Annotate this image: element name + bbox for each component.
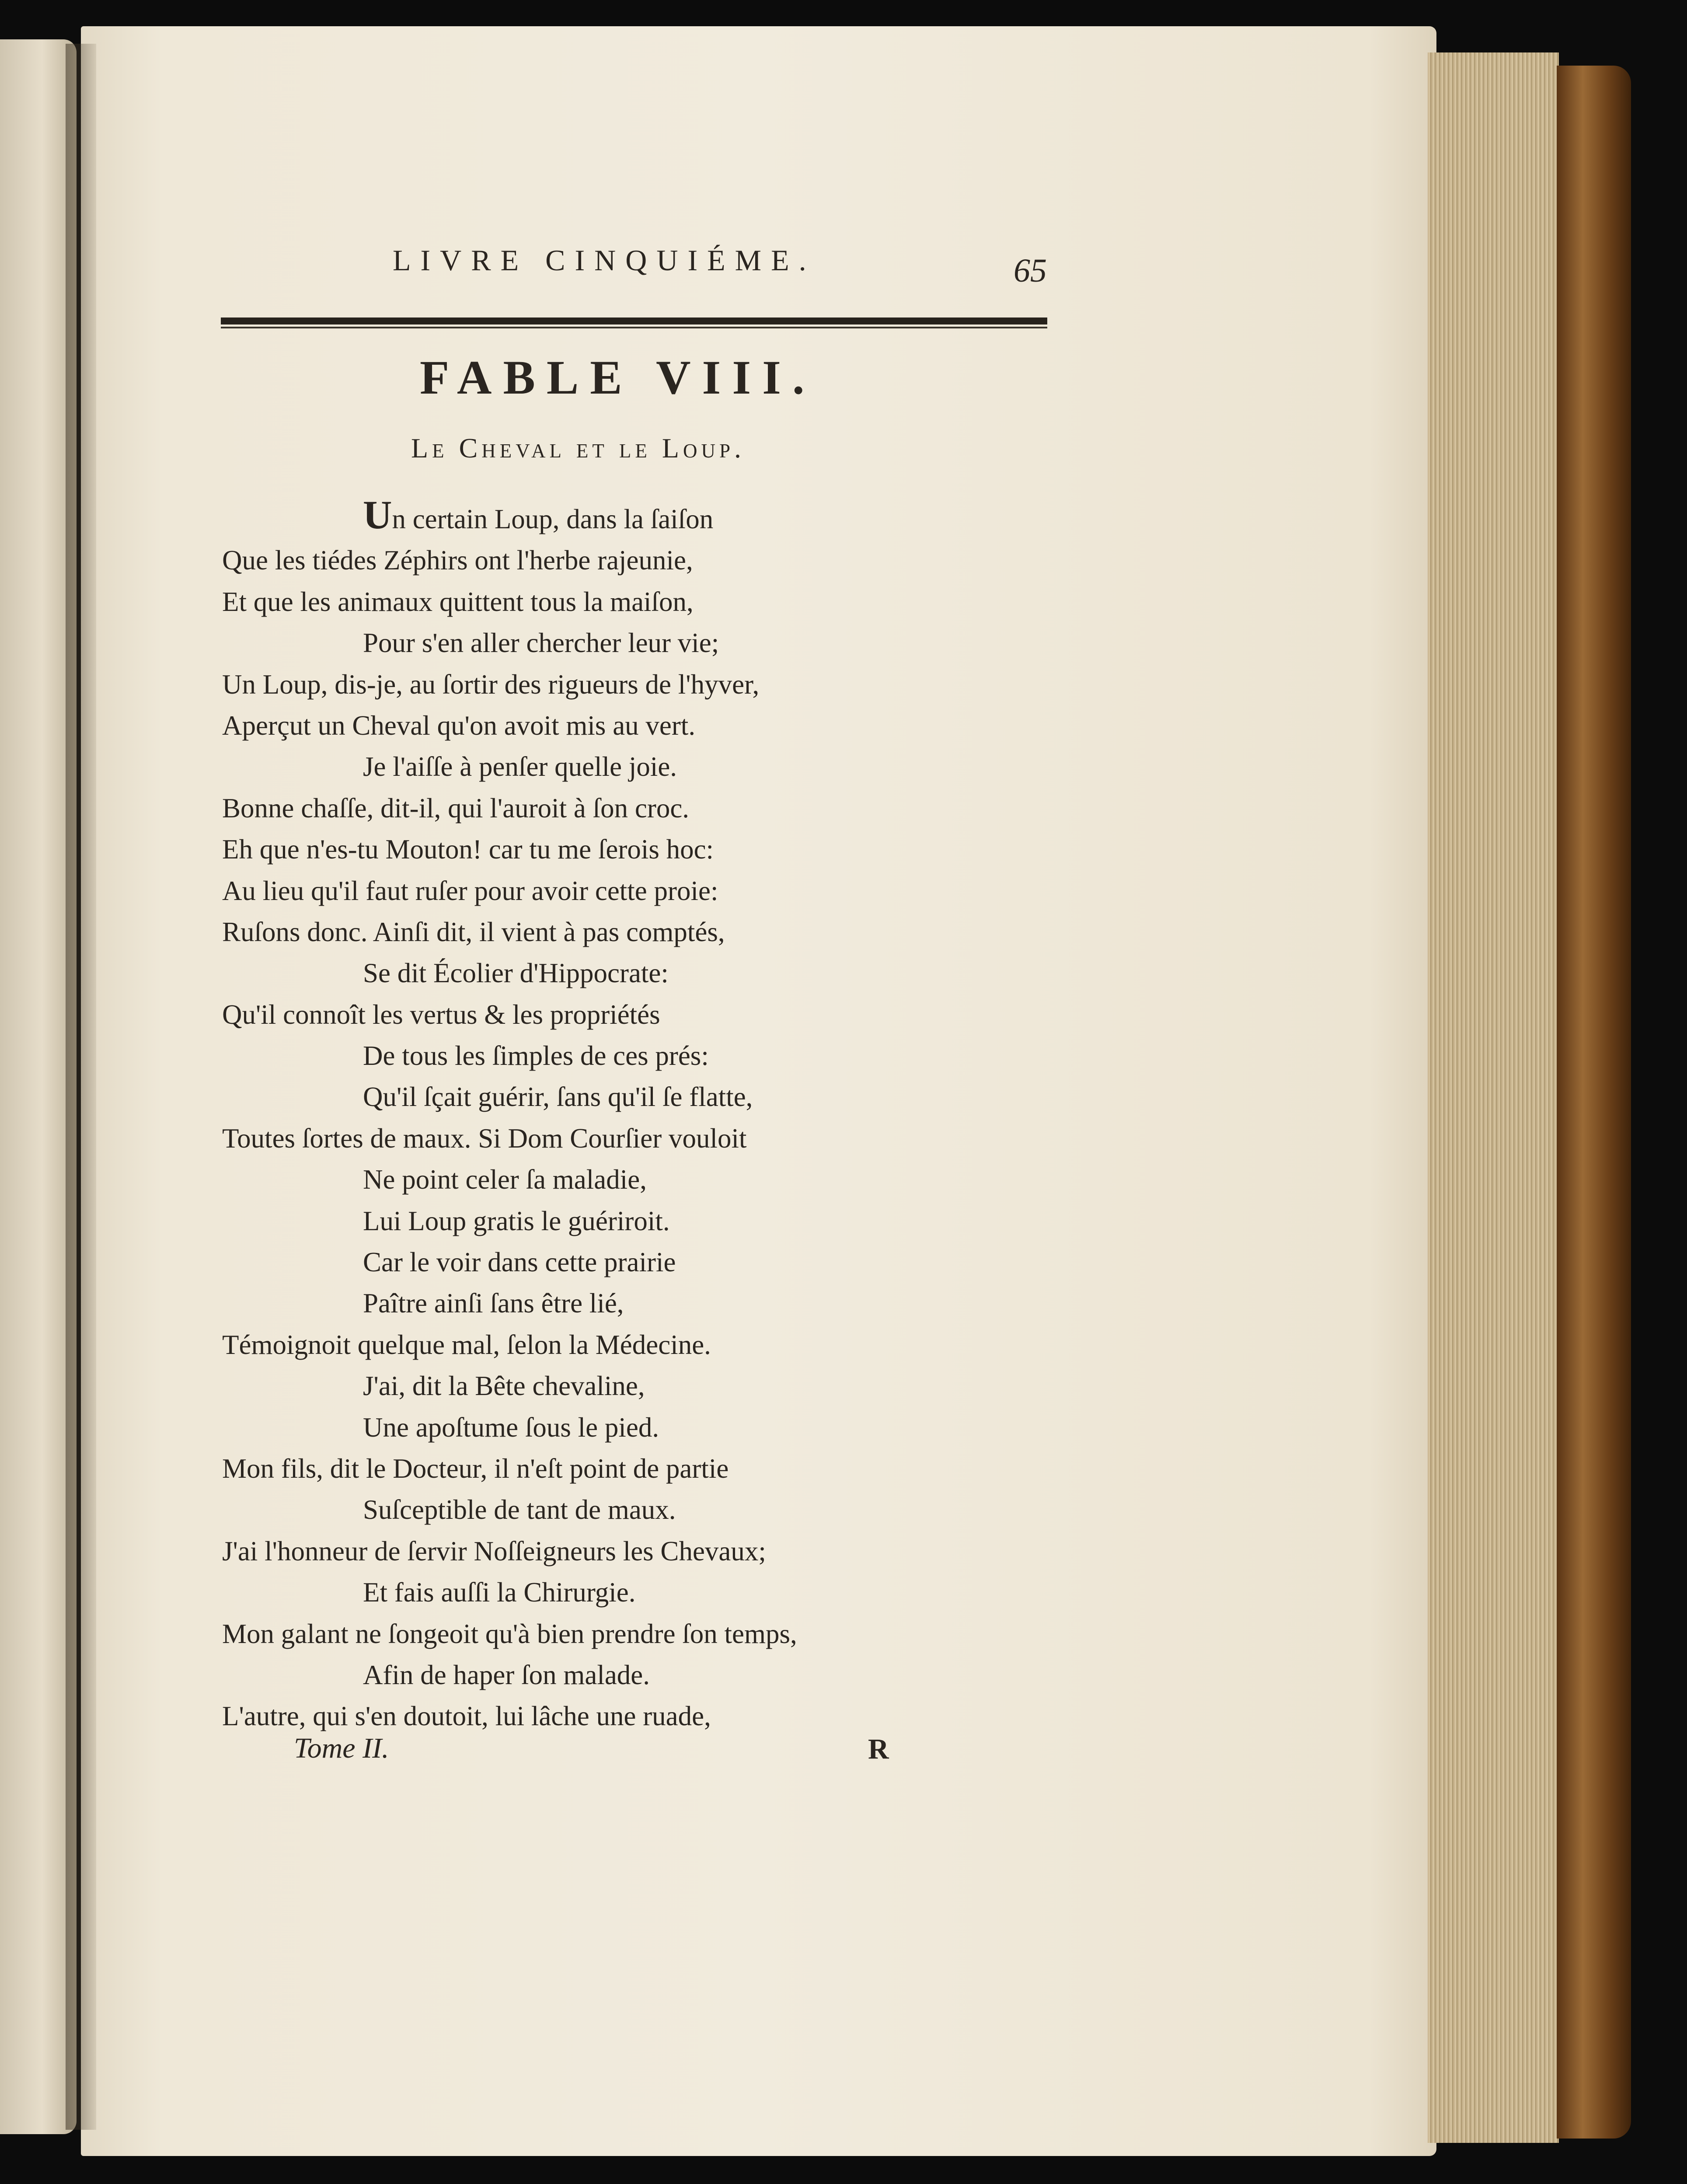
page-number: 65 <box>1014 252 1047 289</box>
poem-line: Ruſons donc. Ainſi dit, il vient à pas comptés, <box>222 916 725 947</box>
poem-line: L'autre, qui s'en doutoit, lui lâche une ruade, <box>222 1701 711 1732</box>
poem-line: Paître ainſi ſans être lié, <box>363 1288 624 1319</box>
poem-line: Car le voir dans cette prairie <box>363 1247 676 1278</box>
poem-line: Aperçut un Cheval qu'on avoit mis au vert. <box>222 710 696 741</box>
poem-line: Mon galant ne ſongeoit qu'à bien prendre ſon temps, <box>222 1618 797 1649</box>
poem-line: J'ai, dit la Bête chevaline, <box>363 1371 645 1402</box>
poem-line: Mon fils, dit le Docteur, il n'eſt point de partie <box>222 1453 729 1484</box>
poem-line: Pour s'en aller chercher leur vie; <box>363 628 719 659</box>
poem-line: Afin de haper ſon malade. <box>363 1659 650 1690</box>
fable-subtitle: Le Cheval et le Loup. <box>411 433 746 464</box>
poem-line: Que les tiédes Zéphirs ont l'herbe rajeunie, <box>222 545 693 576</box>
drop-cap: U <box>363 492 392 537</box>
poem-line: Au lieu qu'il faut ruſer pour avoir cette proie: <box>222 875 718 906</box>
poem-line: Qu'il connoît les vertus & les propriétés <box>222 999 660 1030</box>
poem-line: Témoignoit quelque mal, ſelon la Médecine. <box>222 1329 711 1360</box>
poem-line: Ne point celer ſa maladie, <box>363 1164 647 1195</box>
poem-line: Et fais auſſi la Chirurgie. <box>363 1577 636 1608</box>
poem-line: Lui Loup gratis le guériroit. <box>363 1205 670 1236</box>
poem <box>222 492 1097 1737</box>
poem-line: Qu'il ſçait guérir, ſans qu'il ſe flatte, <box>363 1082 753 1113</box>
signature-tome: Tome II. <box>294 1732 389 1764</box>
signature-letter: R <box>868 1733 889 1765</box>
poem-line: Une apoſtume ſous le pied. <box>363 1412 659 1443</box>
poem-line: Eh que n'es-tu Mouton! car tu me ſerois hoc: <box>222 834 714 865</box>
running-head: LIVRE CINQUIÉME. <box>393 244 816 277</box>
header-rule-thick <box>221 317 1047 324</box>
poem-line: J'ai l'honneur de ſervir Noſſeigneurs les Chevaux; <box>222 1535 766 1566</box>
poem-line: De tous les ſimples de ces prés: <box>363 1040 709 1071</box>
poem-line-text: n certain Loup, dans la ſaiſon <box>392 504 714 534</box>
poem-line: Je l'aiſſe à penſer quelle joie. <box>363 751 677 782</box>
poem-line: Se dit Écolier d'Hippocrate: <box>363 958 669 989</box>
fable-title: FABLE VIII. <box>420 351 816 404</box>
poem-line: Et que les animaux quittent tous la maiſon, <box>222 586 694 617</box>
poem-line: Toutes ſortes de maux. Si Dom Courſier vouloit <box>222 1123 747 1154</box>
poem-line <box>222 492 1097 540</box>
header-rule-thin <box>221 327 1047 328</box>
poem-line: Un Loup, dis-je, au ſortir des rigueurs de l'hyver, <box>222 669 760 700</box>
poem-line: Bonne chaſſe, dit-il, qui l'auroit à ſon croc. <box>222 792 690 823</box>
poem-line: Suſceptible de tant de maux. <box>363 1494 676 1525</box>
